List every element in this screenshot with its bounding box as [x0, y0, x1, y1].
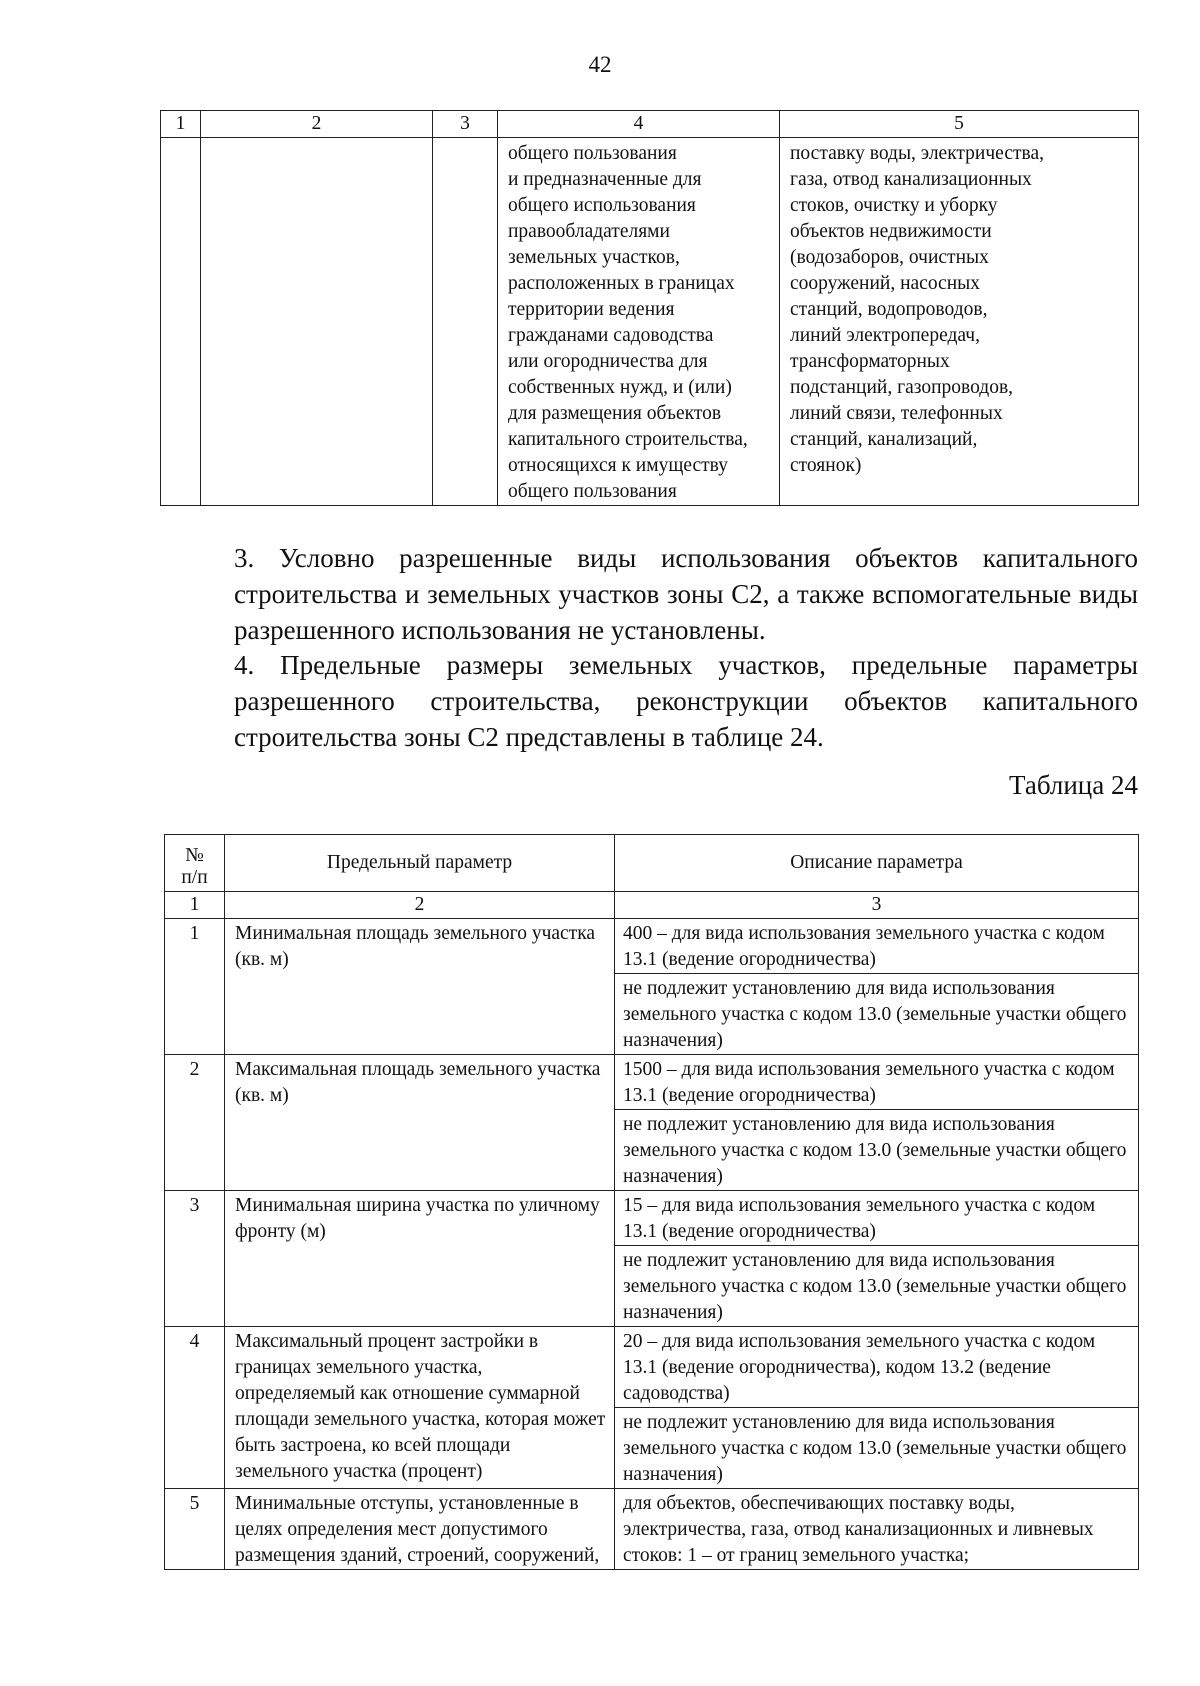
table-caption: Таблица 24 — [1009, 770, 1138, 800]
text-line: расположенных в границах — [508, 273, 735, 294]
row-number: 3 — [165, 1191, 225, 1327]
column-index-3: 3 — [433, 111, 498, 138]
description-item: не подлежит установлению для вида использования земельного участка с кодом 13.0 (земельные участки общего назначения) — [623, 1250, 1127, 1323]
column-index-5: 5 — [780, 111, 1139, 138]
column-index-2: 2 — [225, 892, 615, 919]
paragraph-4 — [160, 647, 1138, 755]
description-cell — [780, 138, 1139, 506]
empty-cell — [433, 138, 498, 506]
header-number-label: п/п — [181, 867, 208, 888]
paragraph-text: 4. Предельные размеры земельных участков, предельные параметры разрешенного строительства, реконструкции объектов капитального строительства зоны С2 представлены в таблице 24. — [234, 650, 1138, 752]
table-row — [165, 1327, 1139, 1489]
parameters-table — [164, 834, 1139, 1570]
text-line: газа, отвод канализационных — [790, 169, 1032, 190]
table-row — [165, 1489, 1139, 1570]
text-line: для размещения объектов — [508, 403, 722, 424]
table-row — [165, 1055, 1139, 1191]
text-line: стоков, очистку и уборку — [790, 195, 998, 216]
text-line: сооружений, насосных — [790, 273, 980, 294]
column-index-2: 2 — [201, 111, 433, 138]
column-index-4: 4 — [498, 111, 780, 138]
header-description: Описание параметра — [615, 835, 1139, 892]
column-index-3: 3 — [615, 892, 1139, 919]
text-line: (водозаборов, очистных — [790, 247, 989, 268]
table-header-row — [165, 835, 1139, 892]
header-number — [165, 835, 225, 892]
continuation-table — [160, 110, 1139, 506]
parameter-description — [615, 1191, 1139, 1327]
empty-cell — [201, 138, 433, 506]
empty-cell — [161, 138, 201, 506]
text-line: объектов недвижимости — [790, 221, 992, 242]
text-line: территории ведения — [508, 299, 675, 320]
parameter-description — [615, 919, 1139, 1055]
text-line: общего пользования — [508, 143, 677, 164]
paragraph-3 — [160, 540, 1138, 648]
description-item: 20 – для вида использования земельного участка с кодом 13.1 (ведение огородничества), кодом 13.2 (ведение садоводства) — [615, 1327, 1138, 1408]
parameter-name: Минимальная площадь земельного участка (кв. м) — [225, 919, 615, 1055]
parameter-name: Минимальные отступы, установленные в целях определения мест допустимого размещения зданий, строений, сооружений, — [225, 1489, 615, 1570]
parameter-name: Максимальный процент застройки в границах земельного участка, определяемый как отношение суммарной площади земельного участка, которая может быть застроена, ко всей площади земельного участка (процент) — [225, 1327, 615, 1489]
table-row — [161, 138, 1139, 506]
text-line: трансформаторных — [790, 351, 950, 372]
description-item: 15 – для вида использования земельного участка с кодом 13.1 (ведение огородничества) — [615, 1191, 1138, 1246]
header-number-sign: № — [185, 845, 204, 866]
row-number: 1 — [165, 919, 225, 1055]
text-line: общего пользования — [508, 481, 677, 502]
parameter-name: Минимальная ширина участка по уличному фронту (м) — [225, 1191, 615, 1327]
column-index-1: 1 — [161, 111, 201, 138]
text-line: общего использования — [508, 195, 696, 216]
text-line: и предназначенные для — [508, 169, 702, 190]
text-line: правообладателями — [508, 221, 670, 242]
column-index-row — [165, 892, 1139, 919]
text-line: станций, канализаций, — [790, 429, 978, 450]
paragraph-text: 3. Условно разрешенные виды использования объектов капитального строительства и земельных участков зоны С2, а также вспомогательные виды разрешенного использования не установлены. — [234, 543, 1138, 645]
row-number: 4 — [165, 1327, 225, 1489]
text-line: станций, водопроводов, — [790, 299, 988, 320]
description-item: для объектов, обеспечивающих поставку воды, электричества, газа, отвод канализационных и ливневых стоков: 1 – от границ земельного участка; — [623, 1493, 1094, 1566]
description-item: не подлежит установлению для вида использования земельного участка с кодом 13.0 (земельные участки общего назначения) — [623, 1114, 1127, 1187]
purpose-cell — [498, 138, 780, 506]
description-item: не подлежит установлению для вида использования земельного участка с кодом 13.0 (земельные участки общего назначения) — [623, 1412, 1127, 1485]
page-number: 42 — [588, 52, 612, 77]
column-index-1: 1 — [165, 892, 225, 919]
text-line: линий связи, телефонных — [790, 403, 1003, 424]
description-item: не подлежит установлению для вида использования земельного участка с кодом 13.0 (земельные участки общего назначения) — [623, 978, 1127, 1051]
description-item: 1500 – для вида использования земельного участка с кодом 13.1 (ведение огородничества) — [615, 1055, 1138, 1110]
text-line: или огородничества для — [508, 351, 708, 372]
text-line: гражданами садоводства — [508, 325, 714, 346]
text-line: подстанций, газопроводов, — [790, 377, 1014, 398]
text-line: линий электропередач, — [790, 325, 980, 346]
text-line: земельных участков, — [508, 247, 680, 268]
text-line: поставку воды, электричества, — [790, 143, 1044, 164]
parameter-description — [615, 1489, 1139, 1570]
text-line: капитального строительства, — [508, 429, 748, 450]
row-number: 5 — [165, 1489, 225, 1570]
text-line: стоянок) — [790, 455, 862, 476]
parameter-name: Максимальная площадь земельного участка (кв. м) — [225, 1055, 615, 1191]
text-line: относящихся к имуществу — [508, 455, 728, 476]
header-parameter: Предельный параметр — [225, 835, 615, 892]
parameter-description — [615, 1327, 1139, 1489]
parameter-description — [615, 1055, 1139, 1191]
table-header-row — [161, 111, 1139, 138]
table-row — [165, 1191, 1139, 1327]
description-item: 400 – для вида использования земельного участка с кодом 13.1 (ведение огородничества) — [615, 919, 1138, 974]
text-line: собственных нужд, и (или) — [508, 377, 732, 398]
row-number: 2 — [165, 1055, 225, 1191]
table-row — [165, 919, 1139, 1055]
